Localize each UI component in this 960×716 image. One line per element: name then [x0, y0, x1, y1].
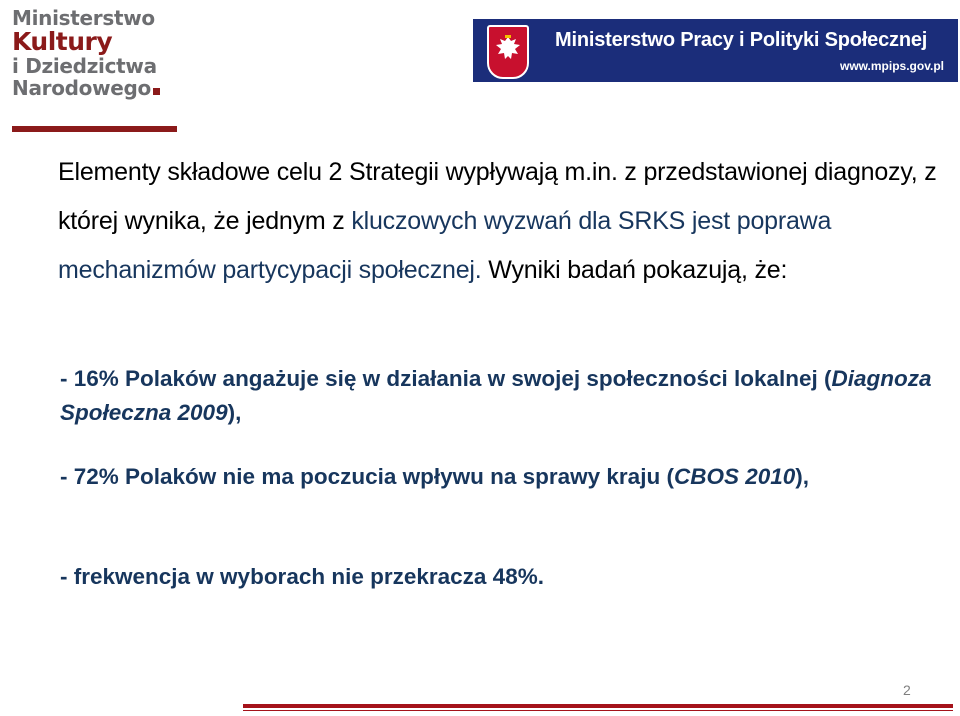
banner-title: Ministerstwo Pracy i Polityki Społecznej	[555, 29, 928, 51]
banner-url: www.mpips.gov.pl	[839, 59, 944, 73]
ministry-culture-logo	[12, 8, 177, 136]
footer-rule	[243, 704, 953, 708]
bullet-item: - frekwencja w wyborach nie przekracza 48%.	[60, 564, 544, 589]
paragraph-start: Elementy składowe celu 2 Strategii wypływają m.in. z przedstawionej diagnozy, z której wynika, że jednym z	[58, 158, 937, 235]
bullet-source: CBOS 2010	[673, 464, 796, 489]
bullet-item: - 16% Polaków angażuje się w działania w swojej społeczności lokalnej (Diagnoza Społeczna 2009),	[60, 366, 932, 425]
logo-line-4: Narodowego	[12, 78, 177, 98]
paragraph-end: Wyniki badań pokazują, że:	[481, 256, 788, 284]
logo-line-2: Kultury	[12, 27, 113, 56]
ministry-labour-banner	[473, 19, 958, 82]
page-number: 2	[903, 682, 911, 698]
logo-line-3: i Dziedzictwa	[12, 54, 157, 78]
logo-line-1: Ministerstwo	[12, 6, 155, 30]
eagle-emblem-icon	[487, 25, 529, 79]
footer-rule-thin	[243, 710, 953, 711]
bullet-item: - 72% Polaków nie ma poczucia wpływu na sprawy kraju (CBOS 2010),	[60, 464, 810, 489]
logo-dot	[153, 88, 160, 95]
paragraph-highlight: kluczowych wyzwań dla SRKS jest poprawa mechanizmów partycypacji społecznej.	[58, 207, 832, 284]
bullet-source: Diagnoza Społeczna 2009	[60, 366, 932, 425]
intro-paragraph	[58, 148, 938, 295]
logo-rule	[12, 126, 177, 132]
